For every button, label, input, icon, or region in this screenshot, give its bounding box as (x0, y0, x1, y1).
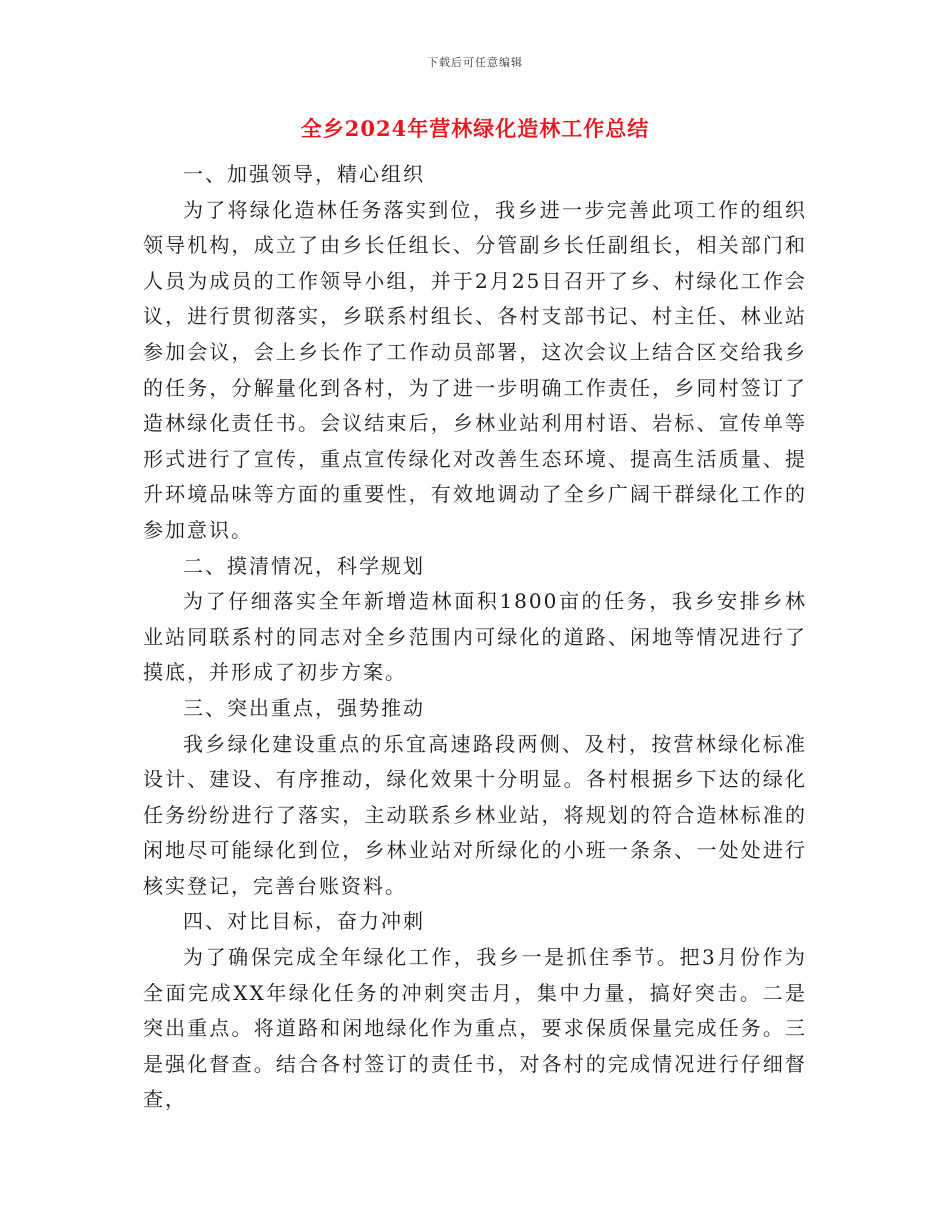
section-paragraph-2: 为了仔细落实全年新增造林面积1800亩的任务，我乡安排乡林业站同联系村的同志对全乡范围内可绿化的道路、闲地等情况进行了摸底，并形成了初步方案。 (143, 589, 807, 685)
section-paragraph-3: 我乡绿化建设重点的乐宜高速路段两侧、及村，按营林绿化标准设计、建设、有序推动，绿化效果十分明显。各村根据乡下达的绿化任务纷纷进行了落实，主动联系乡林业站，将规划的符合造林标准的闲地尽可能绿化到位，乡林业站对所绿化的小班一条条、一处处进行核实登记，完善台账资料。 (143, 731, 807, 898)
section-heading-2: 二、摸清情况，科学规划 (183, 553, 425, 578)
section-heading-4: 四、对比目标，奋力冲刺 (183, 909, 425, 934)
header-note: 下载后可任意编辑 (427, 56, 523, 69)
section-heading-3: 三、突出重点，强势推动 (183, 695, 425, 720)
section-heading-1: 一、加强领导，精心组织 (183, 162, 425, 186)
section-paragraph-4: 为了确保完成全年绿化工作，我乡一是抓住季节。把3月份作为全面完成XX年绿化任务的冲刺突击月，集中力量，搞好突击。二是突出重点。将道路和闲地绿化作为重点，要求保质保量完成任务。三是强化督查。结合各村签订的责任书，对各村的完成情况进行仔细督查， (143, 945, 807, 1112)
document-body (143, 157, 807, 1118)
section-paragraph-1: 为了将绿化造林任务落实到位，我乡进一步完善此项工作的组织领导机构，成立了由乡长任组长、分管副乡长任副组长，相关部门和人员为成员的工作领导小组，并于2月25日召开了乡、村绿化工作会议，进行贯彻落实，乡联系村组长、各村支部书记、村主任、林业站参加会议，会上乡长作了工作动员部署，这次会议上结合区交给我乡的任务，分解量化到各村，为了进一步明确工作责任，乡同村签订了造林绿化责任书。会议结束后，乡林业站利用村语、岩标、宣传单等形式进行了宣传，重点宣传绿化对改善生态环境、提高生活质量、提升环境品味等方面的重要性，有效地调动了全乡广阔干群绿化工作的参加意识。 (143, 197, 807, 542)
document-title: 全乡2024年营林绿化造林工作总结 (300, 116, 650, 141)
